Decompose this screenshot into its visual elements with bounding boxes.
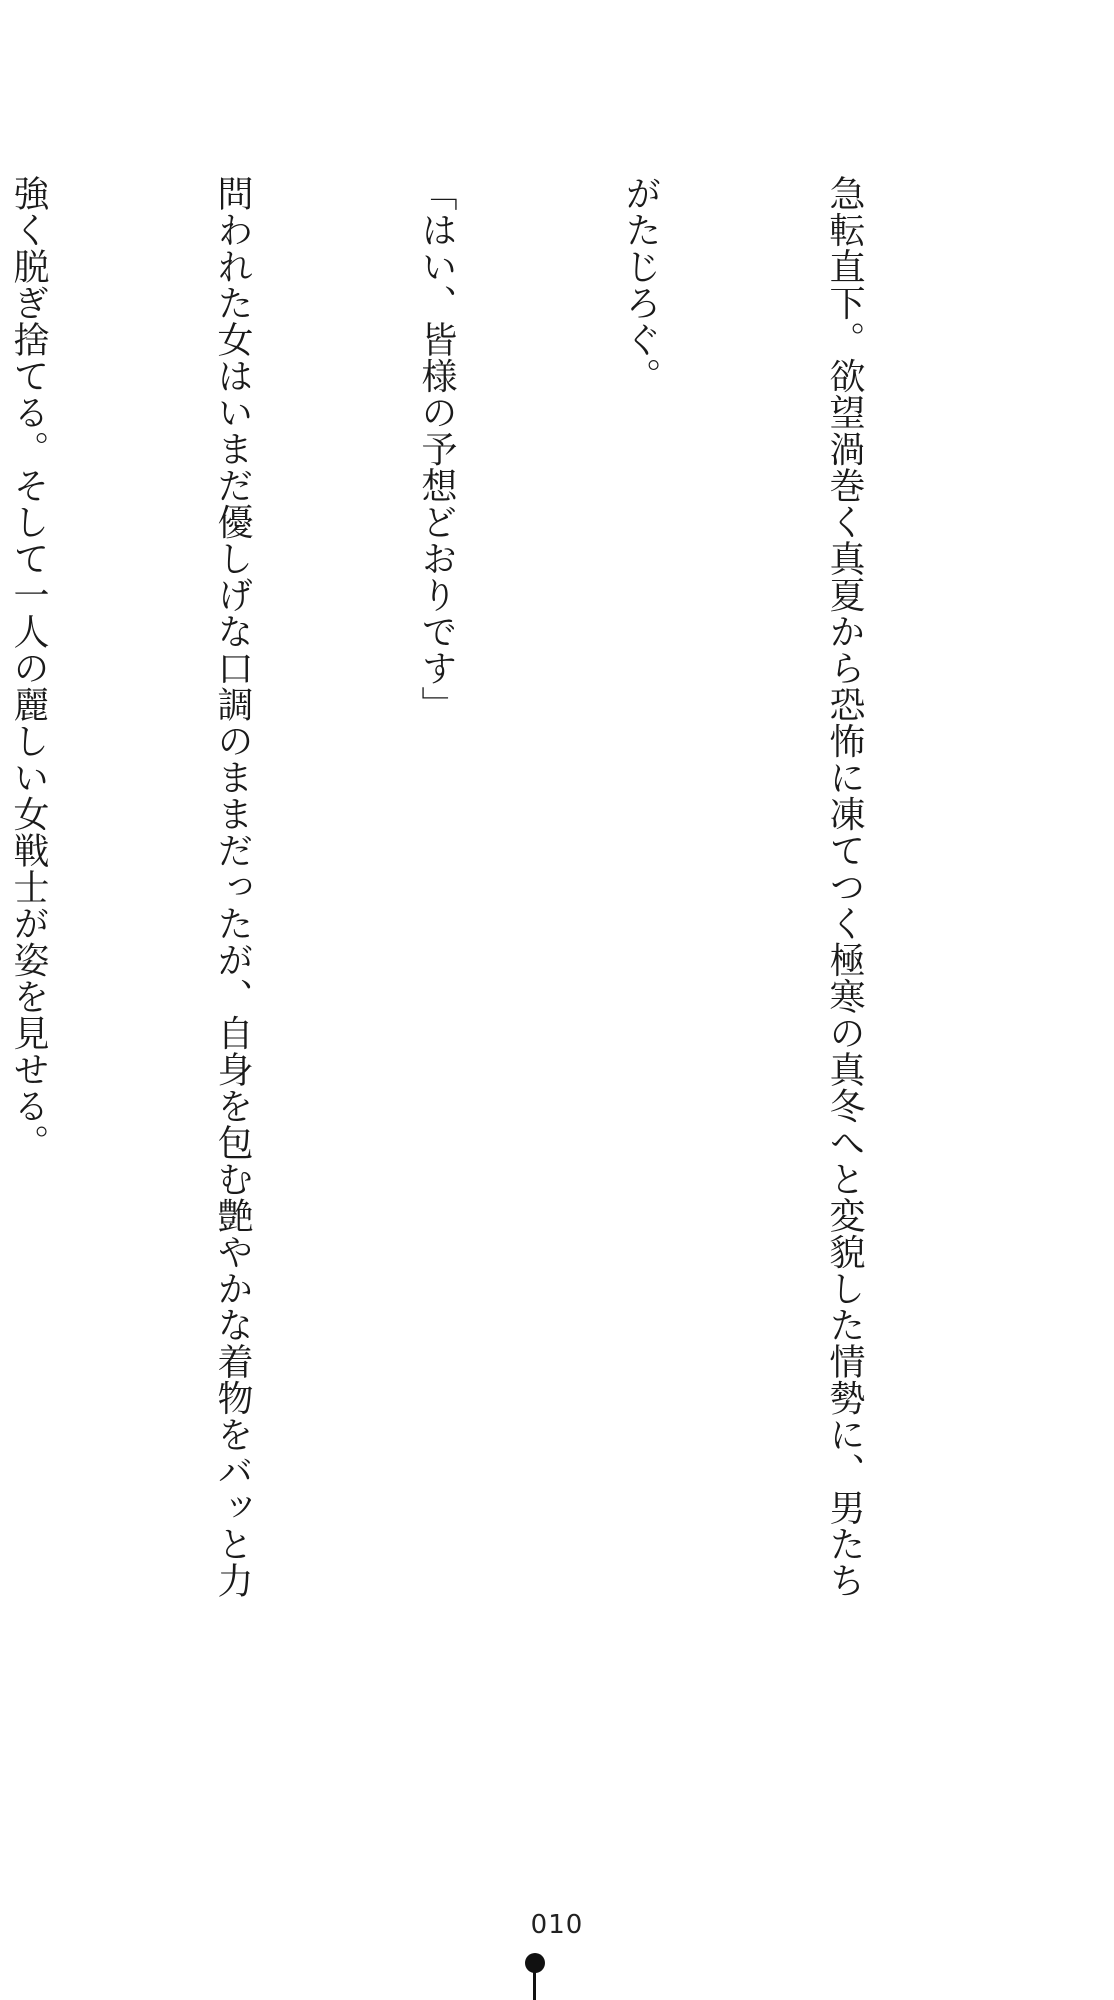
text-line: 「はい、皆様の予想どおりです」 [416,175,457,723]
text-line: 強く脱ぎ捨てる。そして一人の麗しい女戦士が姿を見せる。 [8,175,49,1161]
page-number: 010 [530,1910,584,1940]
text-line: 急転直下。欲望渦巻く真夏から恐怖に凍てつく極寒の真冬へと変貌した情勢に、男たち [824,175,865,1599]
body-text [8,175,1014,1665]
folio-line-ornament [533,1966,536,2000]
text-line: がたじろぐ。 [620,175,661,394]
text-line: 問われた女はいまだ優しげな口調のままだったが、自身を包む艶やかな着物をバッと力 [212,175,253,1599]
